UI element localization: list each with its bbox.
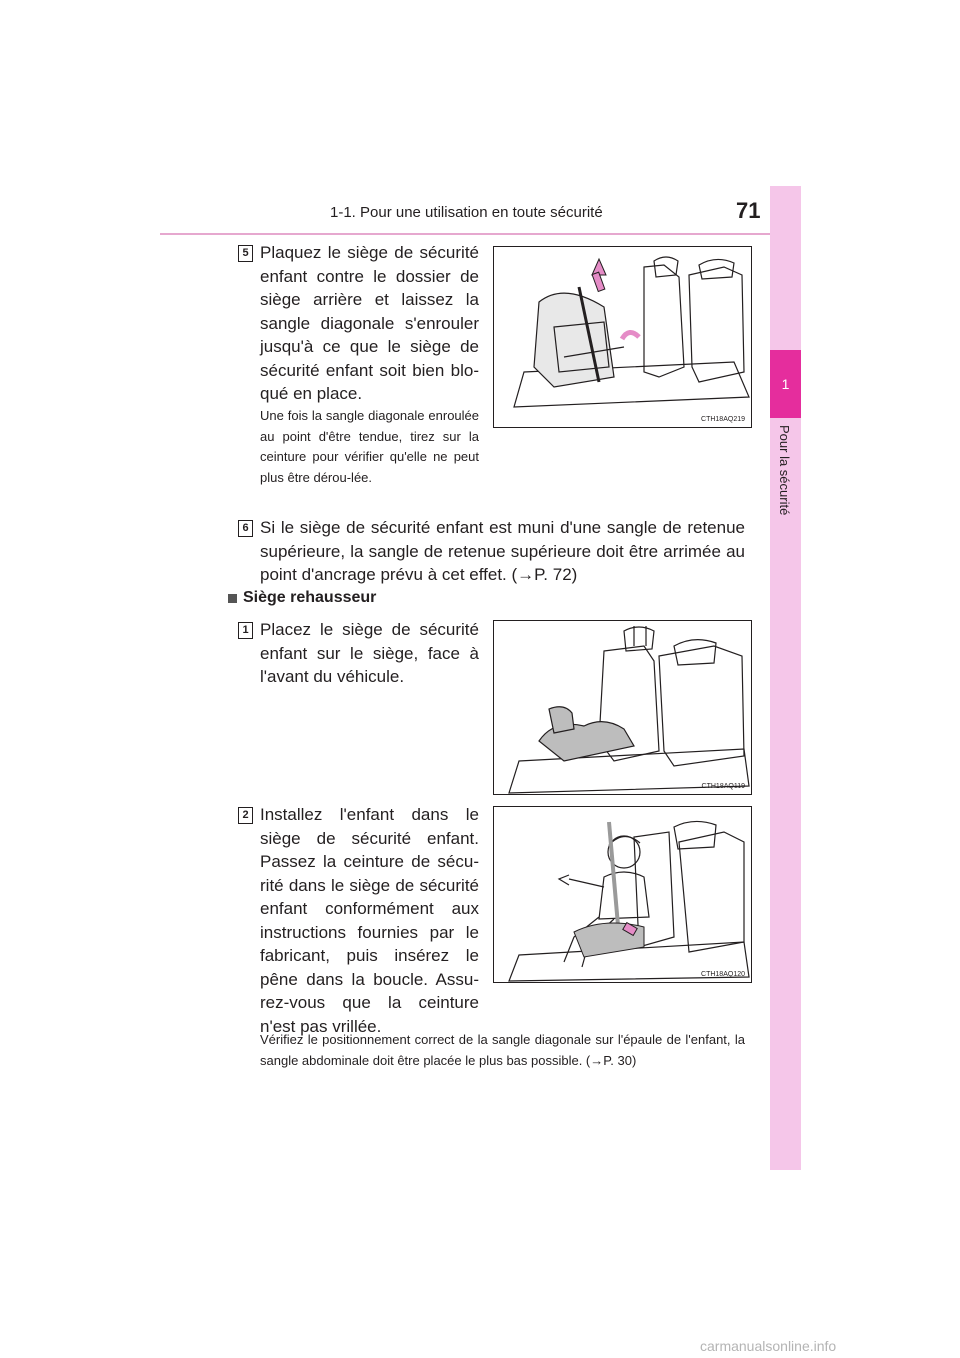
step-text: Installez l'enfant dans le siège de sécurité enfant. Passez la ceinture de sécu-rité dans le siège de sécurité enfant conformément aux instructions fournies par le fabricant, puis insérez le pêne dans la boucle. Assu-rez-vous que la ceinture n'est pas vrillée. [260, 805, 479, 1036]
chapter-side-band [770, 186, 801, 1170]
step-number-badge: 2 [238, 807, 253, 824]
figure-booster-seat [493, 620, 752, 795]
step-text: Placez le siège de sécurité enfant sur le siège, face à l'avant du véhicule. [260, 620, 479, 686]
chapter-number: 1 [781, 376, 790, 392]
step-text: Si le siège de sécurité enfant est muni d'une sangle de retenue supérieure, la sangle de retenue supérieure doit être arrimée au point d'ancrage prévu à cet effet. (→P. 72) [260, 518, 745, 584]
watermark: carmanualsonline.info [700, 1338, 837, 1354]
step-text: Plaquez le siège de sécurité enfant contre le dossier de siège arrière et laissez la sangle diagonale s'enrouler jusqu'à ce que le siège de sécurité enfant soit bien blo-qué en place. [260, 243, 479, 403]
figure-child-in-booster [493, 806, 752, 983]
step-number-badge: 1 [238, 622, 253, 639]
figure-code: CTH18AQ119 [701, 783, 745, 790]
step-number-badge: 6 [238, 520, 253, 537]
figure-code: CTH18AQ219 [701, 416, 745, 423]
step-note: Une fois la sangle diagonale enroulée au point d'être tendue, tirez sur la ceinture pour vérifier qu'elle ne peut plus être dérou-lée. [260, 408, 479, 485]
chapter-label: Pour la sécurité [777, 425, 792, 516]
booster-seat-illustration [494, 621, 751, 794]
child-booster-illustration [494, 807, 751, 982]
figure-code: CTH18AQ120 [701, 971, 745, 978]
page-number: 71 [736, 198, 761, 223]
car-seat-illustration [494, 247, 751, 427]
section-heading: Siège rehausseur [243, 589, 377, 606]
chapter-label-wrapper [774, 425, 796, 565]
figure-child-seat-pushed [493, 246, 752, 428]
final-note: Vérifiez le positionnement correct de la sangle diagonale sur l'épaule de l'enfant, la sangle abdominale doit être placée le plus bas possible. (→P. 30) [260, 1032, 745, 1068]
step-number-badge: 5 [238, 245, 253, 262]
heading-bullet [228, 594, 237, 603]
section-title: 1-1. Pour une utilisation en toute sécurité [330, 204, 603, 221]
header-divider [160, 233, 770, 235]
